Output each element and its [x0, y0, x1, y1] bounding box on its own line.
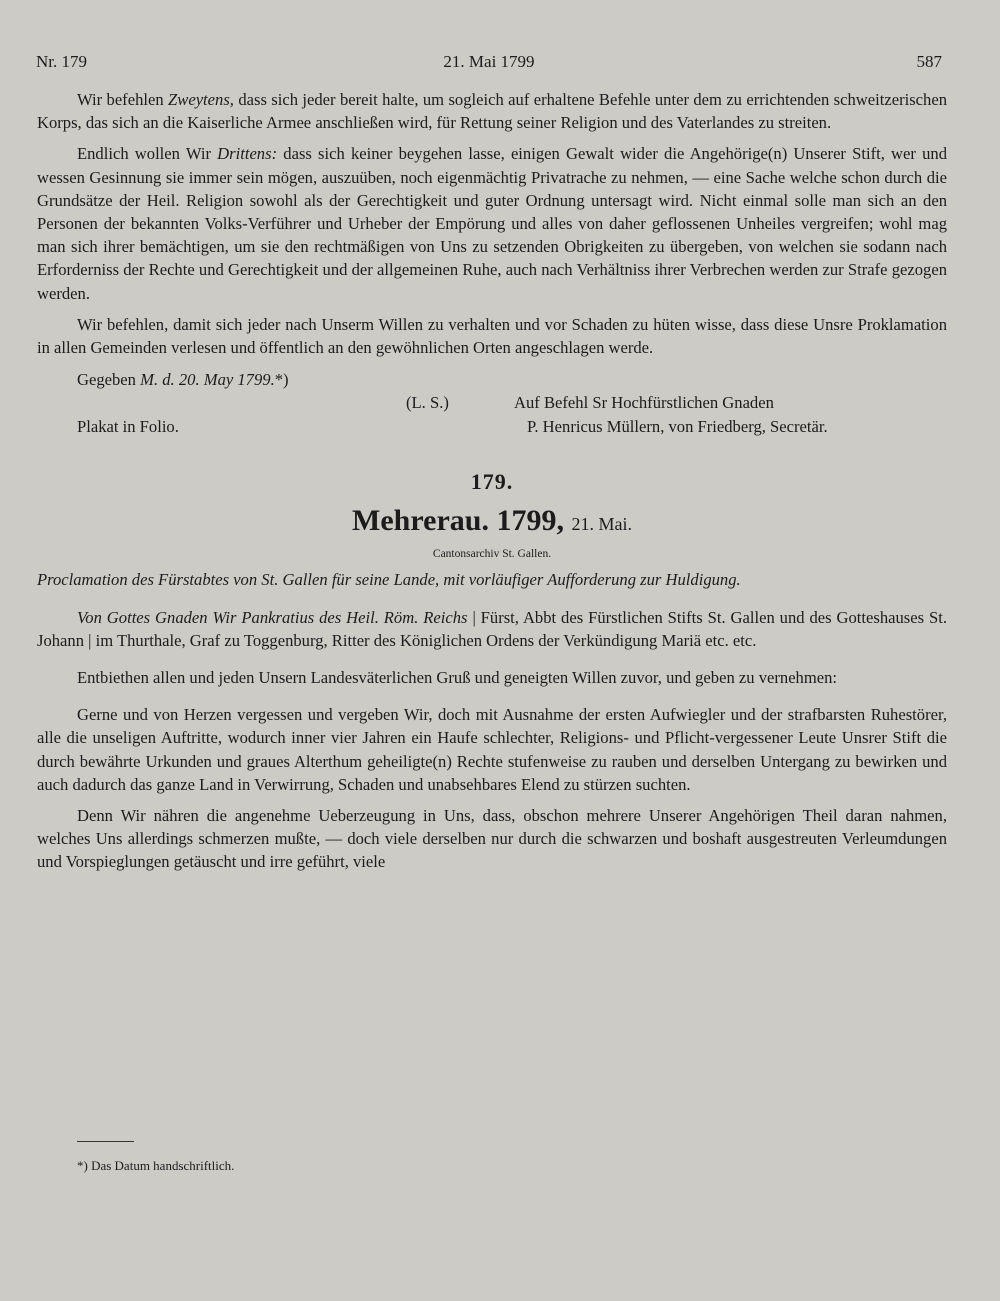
- paragraph-proclamation-order: Wir befehlen, damit sich jeder nach Unserm Willen zu verhalten und vor Schaden zu hüten wisse, dass diese Unsre Proklamation in allen Gemeinden verlesen und öffentlich an den gewöhnlichen Orten angeschlagen werde.: [37, 314, 947, 358]
- document-date: 21. Mai.: [571, 514, 632, 535]
- paragraph-third-order: [37, 142, 947, 304]
- given-line: [37, 368, 947, 391]
- signature-line-1: Auf Befehl Sr Hochfürstlichen Gnaden: [514, 393, 774, 413]
- archive-source: Cantonsarchiv St. Gallen.: [432, 548, 552, 561]
- document-year: 1799,: [496, 504, 564, 538]
- document-number: Nr. 179: [36, 52, 87, 71]
- text-span: Endlich wollen Wir: [77, 144, 211, 164]
- body-paragraph-conviction: Denn Wir nähren die angenehme Ueberzeugung in Uns, dass, obschon mehrere Unserer Angehörigen Theil daran nahmen, welches Uns allerdings schmerzen mußte, — doch viele derselben nur durch die schwarzen und boshaft ausgestreuten Verleumdungen und Vorspieglungen getäuscht und irre geführt, viele: [37, 806, 947, 872]
- format-note: Plakat in Folio.: [77, 417, 179, 437]
- italic-span: Von Gottes Gnaden Wir Pankratius des Heil. Röm. Reichs: [77, 607, 468, 627]
- document-entry-number: 179.: [470, 469, 514, 495]
- document-heading: [37, 501, 947, 544]
- footnote-marker: *): [274, 370, 289, 390]
- seal-mark: (L. S.): [406, 393, 449, 413]
- text-span: | Fürst, Abbt des Fürstlichen Stifts St. Gallen und des Gotteshauses St. Johann | im Thurthale, Graf zu Toggenburg, Ritter des Königlichen Ordens der Verkündigung Mariä etc. etc.: [37, 607, 947, 650]
- signature-row-2: [37, 415, 947, 439]
- page-header: [36, 52, 942, 78]
- document-place: Mehrerau.: [352, 504, 489, 538]
- header-date: 21. Mai 1799: [443, 52, 535, 71]
- greeting-paragraph: Entbiethen allen und jeden Unsern Landesväterlichen Gruß und geneigten Willen zuvor, und geben zu vernehmen:: [77, 668, 838, 688]
- text-span: dass sich keiner beygehen lasse, einigen Gewalt wider die Angehörige(n) Unserer Stift, wer und wessen Gesinnung sie immer sein mögen, auszuüben, noch eigenmächtig Privatrache zu nehmen, — eine Sache welche schon durch die Grundsätze der Heil. Religion sowohl als der Gerechtigkeit und guter Ordnung untersagt wird. Nicht einmal solle man sich an den Personen der bekannten Volks-Verführer und Urheber der Empörung und alles von daher geflossenen Unheiles vergreifen; wohl mag man sich ihrer bemächtigen, um sie den rechtmäßigen von Uns zu setzenden Obrigkeiten zu übergeben, von welchen sie sodann nach Erforderniss der Rechte und Gerechtigkeit und der allgemeinen Ruhe, auch nach Verhältniss ihrer Verbrechen werden zur Strafe gezogen werden.: [37, 144, 948, 303]
- page-content: [37, 88, 947, 874]
- italic-span: M. d. 20. May 1799.: [140, 370, 275, 390]
- page-number: 587: [916, 52, 942, 71]
- paragraph-second-order: [37, 88, 947, 134]
- signature-line-2: P. Henricus Müllern, von Friedberg, Secretär.: [527, 417, 828, 437]
- body-paragraph-forgiveness: Gerne und von Herzen vergessen und vergeben Wir, doch mit Ausnahme der ersten Aufwiegler und der strafbarsten Ruhestörer, alle die unseligen Auftritte, wodurch inner vier Jahren ein Haufe schlechter, Religions- und Pflicht-vergessener Leute Unsrer Stift die durch bewährte Urkunden und graues Alterthum geheiligte(n) Rechte stufenweise zu rauben und derselben Untergang zu bewirken und auch dadurch das ganze Land in Verwirrung, Schaden und unabsehbares Elend zu stürzen suchten.: [37, 705, 947, 794]
- signature-row: [37, 391, 947, 415]
- italic-span: Zweytens,: [168, 90, 234, 109]
- document-summary: [37, 568, 947, 591]
- footnote-divider: [77, 1141, 134, 1142]
- footnote: *) Das Datum handschriftlich.: [77, 1158, 235, 1173]
- italic-span: Drittens:: [217, 144, 278, 164]
- italic-span: Proclamation des Fürstabtes von St. Gallen für seine Lande, mit vorläufiger Aufforderung zur Huldigung.: [37, 570, 741, 590]
- intitulation: [37, 606, 947, 652]
- text-span: Wir befehlen: [77, 90, 164, 109]
- text-span: Gegeben: [77, 370, 136, 390]
- text-span: dass sich jeder bereit halte, um sogleich auf erhaltene Befehle unter dem zu errichtenden schweitzerischen Korps, das sich an die Kaiserliche Armee anschließen wird, für Rettung seiner Religion und des Vaterlandes zu streiten.: [37, 90, 947, 133]
